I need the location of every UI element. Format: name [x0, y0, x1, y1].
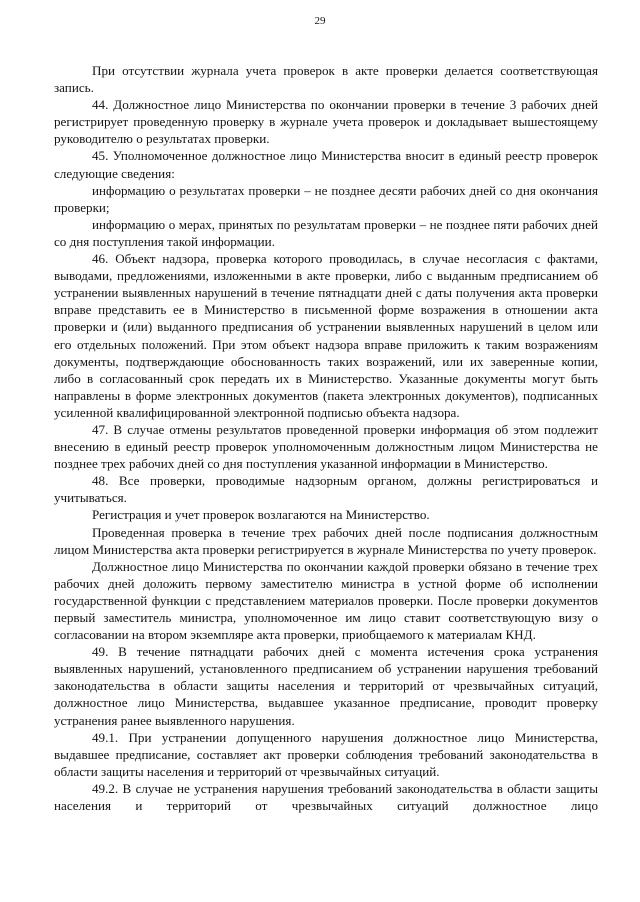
paragraph: 47. В случае отмены результатов проведенной проверки информация об этом подлежит внесению в единый реестр проверок уполномоченным должностным лицом Министерства не позднее трех рабочих дней со дня поступления указанной информации в Министерство. [54, 421, 598, 472]
paragraph: 49.1. При устранении допущенного нарушения должностное лицо Министерства, выдавшее предписание, составляет акт проверки соблюдения требований законодательства в области защиты населения и территорий от чрезвычайных ситуаций. [54, 729, 598, 779]
paragraph: 49. В течение пятнадцати рабочих дней с момента истечения срока устранения выявленных нарушений, установленного предписанием об устранении нарушения требований законодательства в области защиты населения и территорий от чрезвычайных ситуаций, должностное лицо Министерства, выдавшее указанное предписание, проводит проверку устранения ранее выявленного нарушения. [54, 644, 598, 728]
page-number: 29 [314, 15, 326, 27]
paragraph: 48. Все проверки, проводимые надзорным органом, должны регистрироваться и учитываться. [54, 473, 598, 506]
paragraph: Должностное лицо Министерства по окончании каждой проверки обязано в течение трех рабочих дней доложить первому заместителю министра в устной форме об исполнении государственной функции с представлением материалов проверки. После проверки документов первый заместитель министра, уполномоченное им лицо ставит соответствующую визу о согласовании на втором экземпляре акта проверки, приобщаемого к материалам КНД. [54, 558, 598, 643]
paragraph: информацию о результатах проверки – не позднее десяти рабочих дней со дня окончания проверки; [54, 182, 598, 215]
paragraph: 49.2. В случае не устранения нарушения требований законодательства в области защиты населения и территорий от чрезвычайных ситуаций должностное лицо [54, 780, 598, 814]
paragraph: 44. Должностное лицо Министерства по окончании проверки в течение 3 рабочих дней регистрирует проведенную проверку в журнале учета проверок и докладывает вышестоящему руководителю о результатах проверки. [54, 97, 598, 147]
paragraph: 46. Объект надзора, проверка которого проводилась, в случае несогласия с фактами, выводами, предложениями, изложенными в акте проверки, либо с выданным предписанием об устранении выявленных нарушений в течение пятнадцати дней с даты получения акта проверки вправе представить ее в Министерство в письменной форме возражения в отношении акта проверки и (или) выданного предписания об устранении выявленных нарушений в целом или его отдельных положений. При этом объект надзора вправе приложить к таким возражениям документы, подтверждающие обоснованность таких возражений, или их заверенные копии, либо в согласованный срок передать их в Министерство. Указанные документы могут быть направлены в форме электронных документов (пакета электронных документов), подписанных усиленной квалифицированной электронной подписью объекта надзора. [54, 251, 598, 420]
document-body [54, 62, 598, 814]
paragraph: Регистрация и учет проверок возлагаются на Министерство. [92, 507, 430, 523]
paragraph: Проведенная проверка в течение трех рабочих дней после подписания должностным лицом Министерства акта проверки регистрируется в журнале Министерства по учету проверок. [54, 524, 598, 557]
paragraph: 45. Уполномоченное должностное лицо Министерства вносит в единый реестр проверок следующие сведения: [54, 148, 598, 181]
paragraph: При отсутствии журнала учета проверок в акте проверки делается соответствующая запись. [54, 63, 598, 96]
paragraph: информацию о мерах, принятых по результатам проверки – не позднее пяти рабочих дней со дня поступления такой информации. [54, 216, 598, 249]
